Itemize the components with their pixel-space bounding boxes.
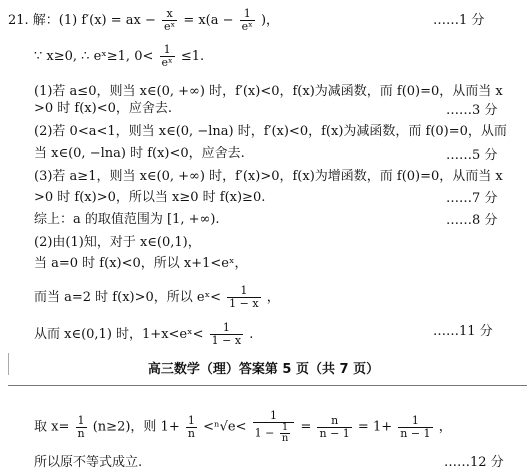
fraction-denominator: n (187, 426, 195, 440)
nested-fraction (280, 423, 290, 444)
solution-line-4: >0 时 f(x)<0，应舍去. (34, 101, 173, 116)
score-8: ……8 分 (446, 213, 498, 228)
fraction-denominator: eˣ (161, 56, 173, 69)
fraction (240, 8, 255, 33)
solution-line-3: (1)若 a≤0，则当 x∈(0, +∞) 时，f′(x)<0，f(x)为减函数，而 f(0)=0，从而当 x (34, 84, 503, 99)
fraction-numerator: 1 (269, 409, 277, 422)
line-text: = 1+ (357, 419, 393, 435)
solution-line-9: 综上：a 的取值范围为 [1, +∞). (34, 212, 220, 227)
compound-fraction (253, 410, 295, 444)
fraction-denominator: eˣ (164, 20, 176, 33)
line-text: <ⁿ√e< (203, 419, 247, 435)
line-text: ≤1. (180, 49, 205, 64)
score-1: ……1 分 (433, 13, 485, 28)
fraction-numerator: 1 (77, 413, 85, 427)
line-text: ， (266, 290, 280, 305)
line-text: ∵ x≥0, ∴ eˣ≥1, 0< (34, 49, 154, 64)
fraction-numerator: 1 (222, 321, 230, 334)
solution-line-10: (2)由(1)知，对于 x∈(0,1)， (34, 235, 201, 250)
line-text: 取 x= (34, 419, 70, 435)
fraction-denominator: n − 1 (319, 426, 350, 440)
page-divider (8, 385, 527, 386)
page-footer: 高三数学（理）答案第 5 页（共 7 页） (147, 362, 380, 377)
fraction (186, 415, 197, 440)
score-5: ……5 分 (446, 148, 498, 163)
fraction-denominator: n (77, 426, 85, 440)
fraction-numerator: x (166, 7, 173, 20)
fraction (398, 415, 432, 440)
solution-line-14 (34, 410, 452, 444)
score-11: ……11 分 (433, 324, 493, 339)
solution-line-11: 当 a=0 时 f(x)<0，所以 x+1<eˣ， (34, 256, 248, 271)
fraction-numerator: 1 (240, 284, 248, 297)
solution-line-13 (34, 322, 253, 347)
fraction (210, 322, 243, 347)
solution-line-12 (34, 285, 280, 310)
line-text: . (249, 327, 254, 342)
solution-line-7: (3)若 a≥1，则当 x∈(0, +∞) 时，f′(x)>0，f(x)为增函数，而 f(0)=0，从而当 x (34, 169, 503, 184)
line-text: = (300, 419, 312, 435)
fraction-numerator: 1 (281, 422, 289, 433)
fraction-numerator: 1 (163, 43, 171, 56)
fraction-denominator-text: 1 − (254, 426, 275, 440)
fraction-denominator (253, 422, 295, 444)
score-3: ……3 分 (446, 103, 498, 118)
fraction-numerator: 1 (243, 7, 251, 20)
fraction-denominator: n (281, 433, 289, 444)
fraction-denominator: eˣ (241, 20, 253, 33)
fraction-denominator: 1 − x (229, 297, 259, 310)
fraction-numerator: n (331, 413, 339, 427)
line-text: 从而 x∈(0,1) 时，1+x<eˣ< (34, 327, 204, 342)
fraction (160, 44, 175, 69)
fraction-denominator: 1 − x (211, 334, 242, 347)
fraction (227, 285, 260, 310)
line-text: 而当 a=2 时 f(x)>0，所以 eˣ< (34, 290, 221, 305)
line-text: 21. 解：(1) f′(x) = ax − (8, 13, 156, 28)
line-text: (n≥2)，则 1+ (92, 419, 180, 435)
line-text: = x(a − (183, 13, 234, 28)
fraction (317, 415, 351, 440)
solution-line-5: (2)若 0<a<1，则当 x∈(0, −lna) 时，f′(x)<0，f(x)为减函数，而 f(0)=0，从而 (34, 124, 507, 139)
fraction (162, 8, 177, 33)
solution-line-1 (8, 8, 279, 33)
fraction (76, 415, 87, 440)
line-text: ， (438, 419, 452, 435)
score-12: ……12 分 (444, 455, 504, 470)
solution-line-15: 所以原不等式成立. (34, 455, 143, 470)
fraction-denominator: n − 1 (400, 426, 431, 440)
solution-line-6: 当 x∈(0, −lna) 时 f(x)<0，应舍去. (34, 146, 245, 161)
solution-line-8: >0 时 f(x)>0，所以当 x≥0 时 f(x)≥0. (34, 190, 266, 205)
score-7: ……7 分 (446, 191, 498, 206)
fraction-numerator: 1 (411, 413, 419, 427)
solution-line-2 (34, 44, 204, 69)
line-text: )， (260, 13, 280, 28)
fraction-numerator: 1 (187, 413, 195, 427)
